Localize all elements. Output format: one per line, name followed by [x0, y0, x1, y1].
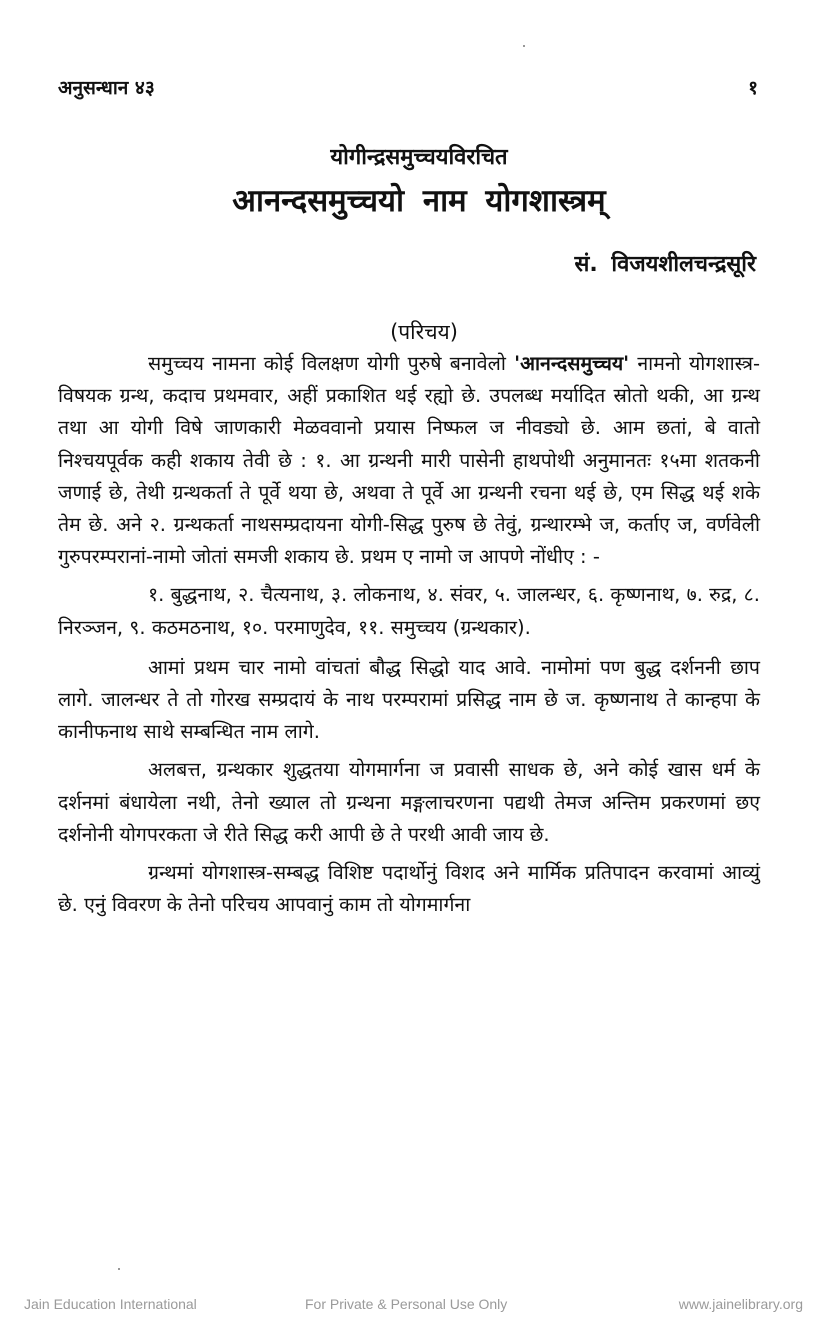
page-header	[58, 74, 758, 104]
work-title: आनन्दसमुच्चयो नाम योगशास्त्रम्	[232, 183, 606, 219]
footer-publisher: Jain Education International	[24, 1296, 197, 1312]
footer-usage-notice: For Private & Personal Use Only	[305, 1296, 508, 1312]
title-block	[0, 140, 828, 226]
paragraph-intro-start: समुच्चय नामना कोई विलक्षण योगी पुरुषे बनावेलो	[148, 352, 515, 375]
page-number: १	[748, 77, 758, 99]
paragraph-buddhist-siddhas: आमां प्रथम चार नामो वांचतां बौद्ध सिद्धो याद आवे. नामोमां पण बुद्ध दर्शननी छाप लागे. जालन्धर ते तो गोरख सम्प्रदायं के नाथ परम्परामां प्रसिद्ध नाम छे ज. कृष्णनाथ ते कान्हपा के कानीफनाथ साथे सम्बन्धित नाम लागे.	[58, 655, 760, 744]
footer	[0, 1296, 828, 1320]
scan-speck	[118, 1268, 120, 1270]
section-heading: (परिचय)	[390, 320, 458, 344]
paragraph-names-list: १. बुद्धनाथ, २. चैत्यनाथ, ३. लोकनाथ, ४. संवर, ५. जालन्धर, ६. कृष्णनाथ, ७. रुद्र, ८. निरञ्जन, ९. कठमठनाथ, १०. परमाणुदेव, ११. समुच्चय (ग्रन्थकार).	[58, 583, 760, 639]
paragraph-yoga-path: अलबत्त, ग्रन्थकार शुद्धतया योगमार्गना ज प्रवासी साधक छे, अने कोई खास धर्म के दर्शनमां बंधायेला नथी, तेनो ख्याल तो ग्रन्थना मङ्गलाचरणना पद्यथी तेमज अन्तिम प्रकरणमां छए दर्शनोनी योगपरकता जे रीते सिद्ध करी आपी छे ते परथी आवी जाय छे.	[58, 758, 760, 846]
running-head: अनुसन्धान ४३	[58, 77, 155, 99]
scan-speck	[523, 45, 525, 47]
paragraph-intro	[58, 348, 760, 573]
paragraph-content-summary: ग्रन्थमां योगशास्त्र-सम्बद्ध विशिष्ट पदार्थोनुं विशद अने मार्मिक प्रतिपादन करवामां आव्युं छे. एनुं विवरण के तेनो परिचय आपवानुं काम तो योगमार्गना	[58, 861, 760, 917]
book-name-quoted: 'आनन्दसमुच्चय'	[514, 352, 630, 375]
footer-website: www.jainelibrary.org	[678, 1296, 803, 1312]
editor-credit: सं. विजयशीलचन्द्रसूरि	[574, 252, 756, 277]
body-text	[58, 348, 760, 927]
paragraph-intro-rest: नामनो योगशास्त्र-विषयक ग्रन्थ, कदाच प्रथमवार, अहीं प्रकाशित थई रह्यो छे. उपलब्ध मर्यादित स्रोतो थकी, आ ग्रन्थ तथा आ योगी विषे जाणकारी मेळववानो प्रयास निष्फल ज नीवड्यो छे. आम छतां, बे वातो निश्चयपूर्वक कही शकाय तेवी छे : १. आ ग्रन्थनी मारी पासेनी हाथपोथी अनुमानतः १५मा शतकनी जणाई छे, तेथी ग्रन्थकर्ता ते पूर्वे थया छे, अथवा ते पूर्वे आ ग्रन्थनी रचना थई छे, एम सिद्ध थई शके तेम छे. अने २. ग्रन्थकर्ता नाथसम्प्रदायना योगी-सिद्ध पुरुष छे तेवुं, ग्रन्थारम्भे ज, कर्ताए ज, वर्णवेली गुरुपरम्परानां-नामो जोतां समजी शकाय छे. प्रथम ए नामो ज आपणे नोंधीए : -	[58, 352, 761, 569]
work-subtitle: योगीन्द्रसमुच्चयविरचित	[330, 145, 508, 170]
